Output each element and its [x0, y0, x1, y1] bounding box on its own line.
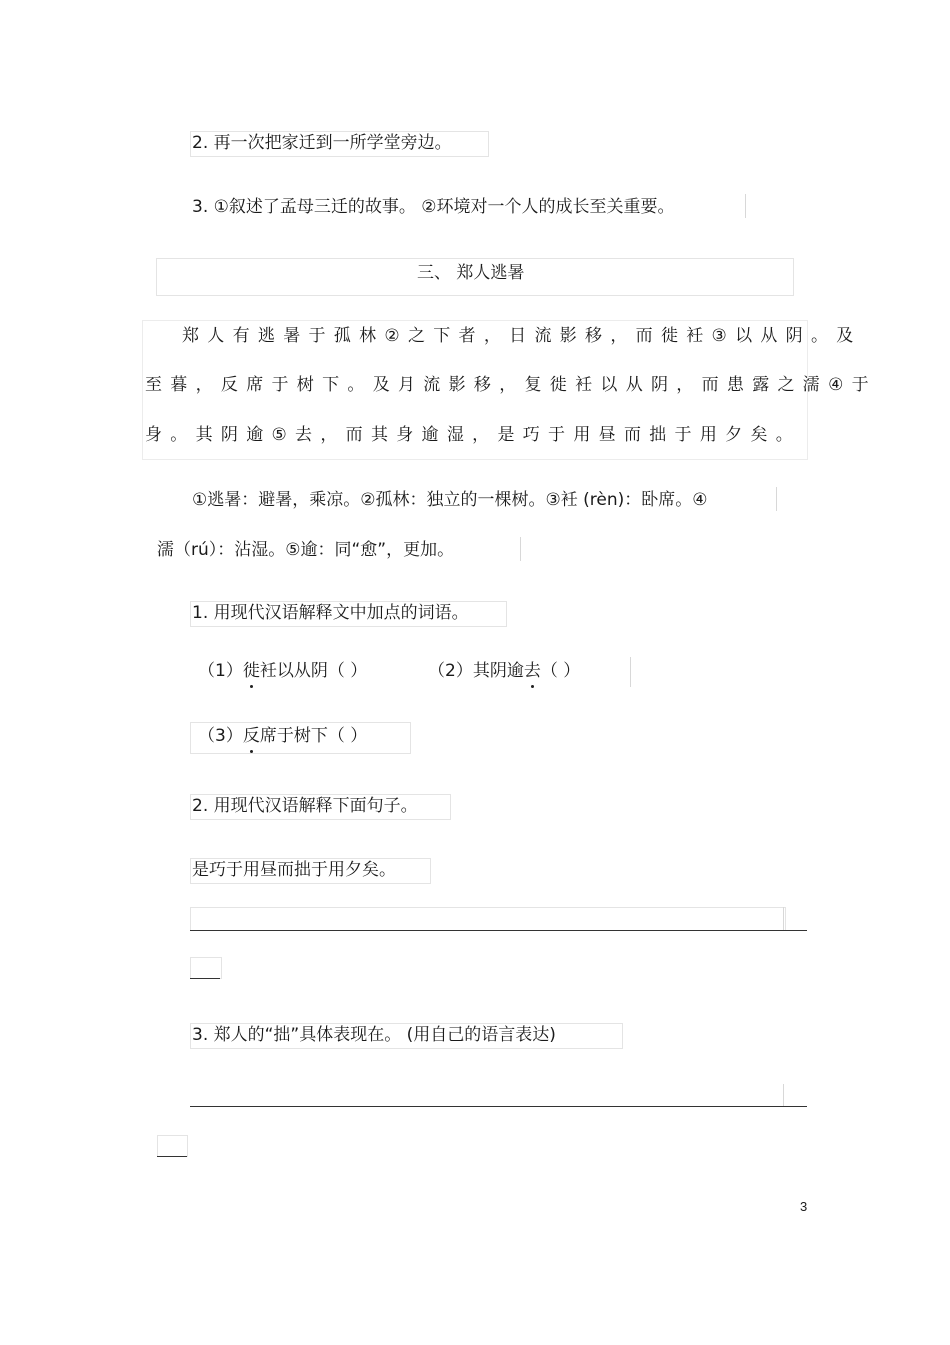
question-3: 3. 郑人的“拙”具体表现在。 (用自己的语言表达)	[192, 1025, 556, 1045]
notes-line-2-rule	[520, 537, 521, 561]
answer-2: 2. 再一次把家迁到一所学堂旁边。	[192, 133, 452, 153]
item-2-dotted-word: 去	[523, 661, 541, 681]
notes-line-2: 濡（rú）：沾湿。⑤逾：同“愈”，更加。	[157, 540, 455, 560]
item-1-prefix: （1）	[198, 661, 243, 681]
item-3-dotted-word: 反	[242, 726, 260, 746]
page-number: 3	[800, 1199, 808, 1214]
passage-line-2: 至暮，反席于树下。及月流影移，复徙衽以从阴，而患露之濡④于	[145, 375, 877, 395]
item-1-dotted-word: 徙	[242, 661, 260, 681]
question-1-item-2	[428, 660, 580, 682]
question-1-item-3	[198, 725, 367, 747]
answer-line-2-rule	[783, 1084, 784, 1106]
notes-line-1-rule	[776, 487, 777, 511]
answer-line-1[interactable]	[190, 930, 807, 931]
question-2: 2. 用现代汉语解释下面句子。	[192, 796, 418, 816]
passage-line-3: 身。其阴逾⑤去，而其身逾湿，是巧于用昼而拙于用夕矣。	[145, 425, 802, 445]
answer-3-rule	[745, 194, 746, 218]
answer-line-1-tail-box	[190, 957, 222, 979]
answer-line-2-tail[interactable]	[157, 1156, 187, 1157]
answer-line-2-tail-box	[157, 1135, 188, 1157]
answer-line-2[interactable]	[190, 1106, 807, 1107]
answer-line-1-rule	[783, 907, 784, 931]
item-2-prefix: （2）其阴逾	[428, 661, 524, 681]
item-3-rest: 席于树下（ ）	[259, 726, 368, 746]
question-2-sentence: 是巧于用昼而拙于用夕矣。	[192, 860, 396, 880]
question-1-items-rule	[630, 657, 631, 687]
item-3-prefix: （3）	[198, 726, 243, 746]
item-1-rest: 衽以从阴（ ）	[259, 661, 368, 681]
passage-line-1: 郑人有逃暑于孤林②之下者，日流影移，而徙衽③以从阴。及	[182, 326, 862, 346]
section-title: 三、 郑人逃暑	[417, 263, 525, 283]
answer-line-box-1	[190, 907, 786, 931]
item-2-rest: （ ）	[540, 661, 581, 681]
answer-3: 3. ①叙述了孟母三迁的故事。 ②环境对一个人的成长至关重要。	[192, 197, 675, 217]
question-1: 1. 用现代汉语解释文中加点的词语。	[192, 603, 469, 623]
answer-line-1-tail[interactable]	[190, 978, 220, 979]
question-1-item-1	[198, 660, 367, 682]
notes-line-1: ①逃暑：避暑，乘凉。②孤林：独立的一棵树。③衽 (rèn)：卧席。④	[192, 490, 708, 510]
